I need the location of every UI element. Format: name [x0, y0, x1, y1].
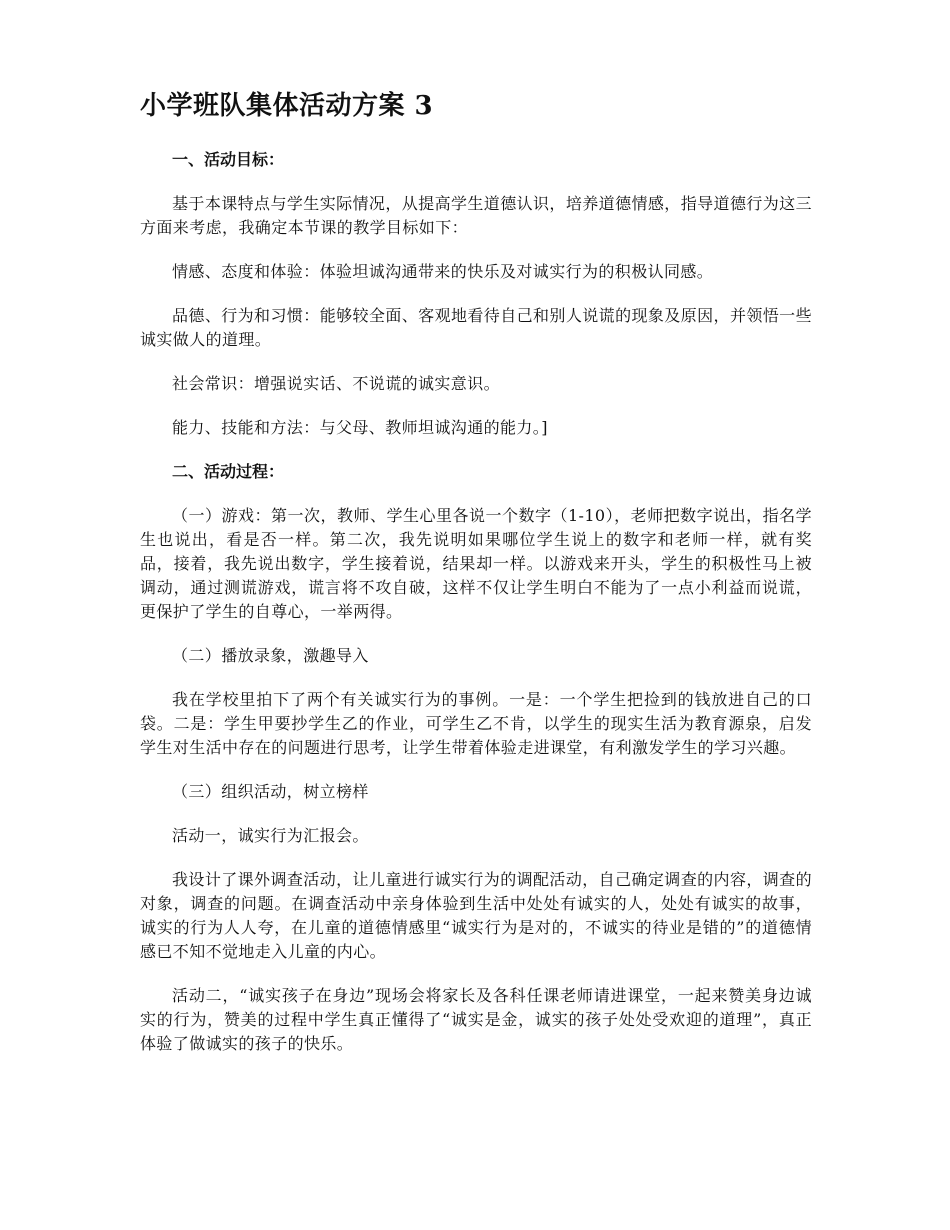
paragraph: （二）播放录象，激趣导入	[172, 646, 369, 665]
document-page	[140, 88, 812, 1076]
paragraph: 社会常识：增强说实话、不说谎的诚实意识。	[172, 374, 501, 393]
document-title: 小学班队集体活动方案 3	[140, 91, 434, 121]
paragraph: 活动二，“诚实孩子在身边”现场会将家长及各科任课老师请进课堂，一起来赞美身边诚实的行为，赞美的过程中学生真正懂得了“诚实是金，诚实的孩子处处受欢迎的道理”，真正体验了做诚实的孩子的快乐。	[140, 986, 812, 1053]
section-heading-process: 二、活动过程：	[172, 462, 285, 481]
paragraph: （一）游戏：第一次，教师、学生心里各说一个数字（1-10），老师把数字说出，指名学生也说出，看是否一样。第二次，我先说明如果哪位学生说上的数字和老师一样，就有奖品，接着，我先说出数字，学生接着说，结果却一样。以游戏来开头，学生的积极性马上被调动，通过测谎游戏，谎言将不攻自破，这样不仅让学生明白不能为了一点小利益而说谎，更保护了学生的自尊心，一举两得。	[140, 506, 812, 621]
paragraph: 品德、行为和习惯：能够较全面、客观地看待自己和别人说谎的现象及原因，并领悟一些诚实做人的道理。	[140, 306, 812, 349]
section-heading-goals: 一、活动目标：	[172, 150, 285, 169]
paragraph: （三）组织活动，树立榜样	[172, 782, 369, 801]
paragraph: 基于本课特点与学生实际情况，从提高学生道德认识，培养道德情感，指导道德行为这三方面来考虑，我确定本节课的教学目标如下：	[140, 194, 812, 237]
paragraph: 能力、技能和方法：与父母、教师坦诚沟通的能力。]	[172, 418, 548, 437]
paragraph: 活动一，诚实行为汇报会。	[172, 826, 369, 845]
paragraph: 我设计了课外调查活动，让儿童进行诚实行为的调配活动，自己确定调查的内容，调查的对象，调查的问题。在调查活动中亲身体验到生活中处处有诚实的人，处处有诚实的故事，诚实的行为人人夸，在儿童的道德情感里“诚实行为是对的，不诚实的待业是错的”的道德情感已不知不觉地走入儿童的内心。	[140, 870, 812, 961]
paragraph: 情感、态度和体验：体验坦诚沟通带来的快乐及对诚实行为的积极认同感。	[172, 262, 714, 281]
paragraph: 我在学校里拍下了两个有关诚实行为的事例。一是：一个学生把捡到的钱放进自己的口袋。二是：学生甲要抄学生乙的作业，可学生乙不肯，以学生的现实生活为教育源泉，启发学生对生活中存在的问题进行思考，让学生带着体验走进课堂，有利激发学生的学习兴趣。	[140, 690, 812, 757]
